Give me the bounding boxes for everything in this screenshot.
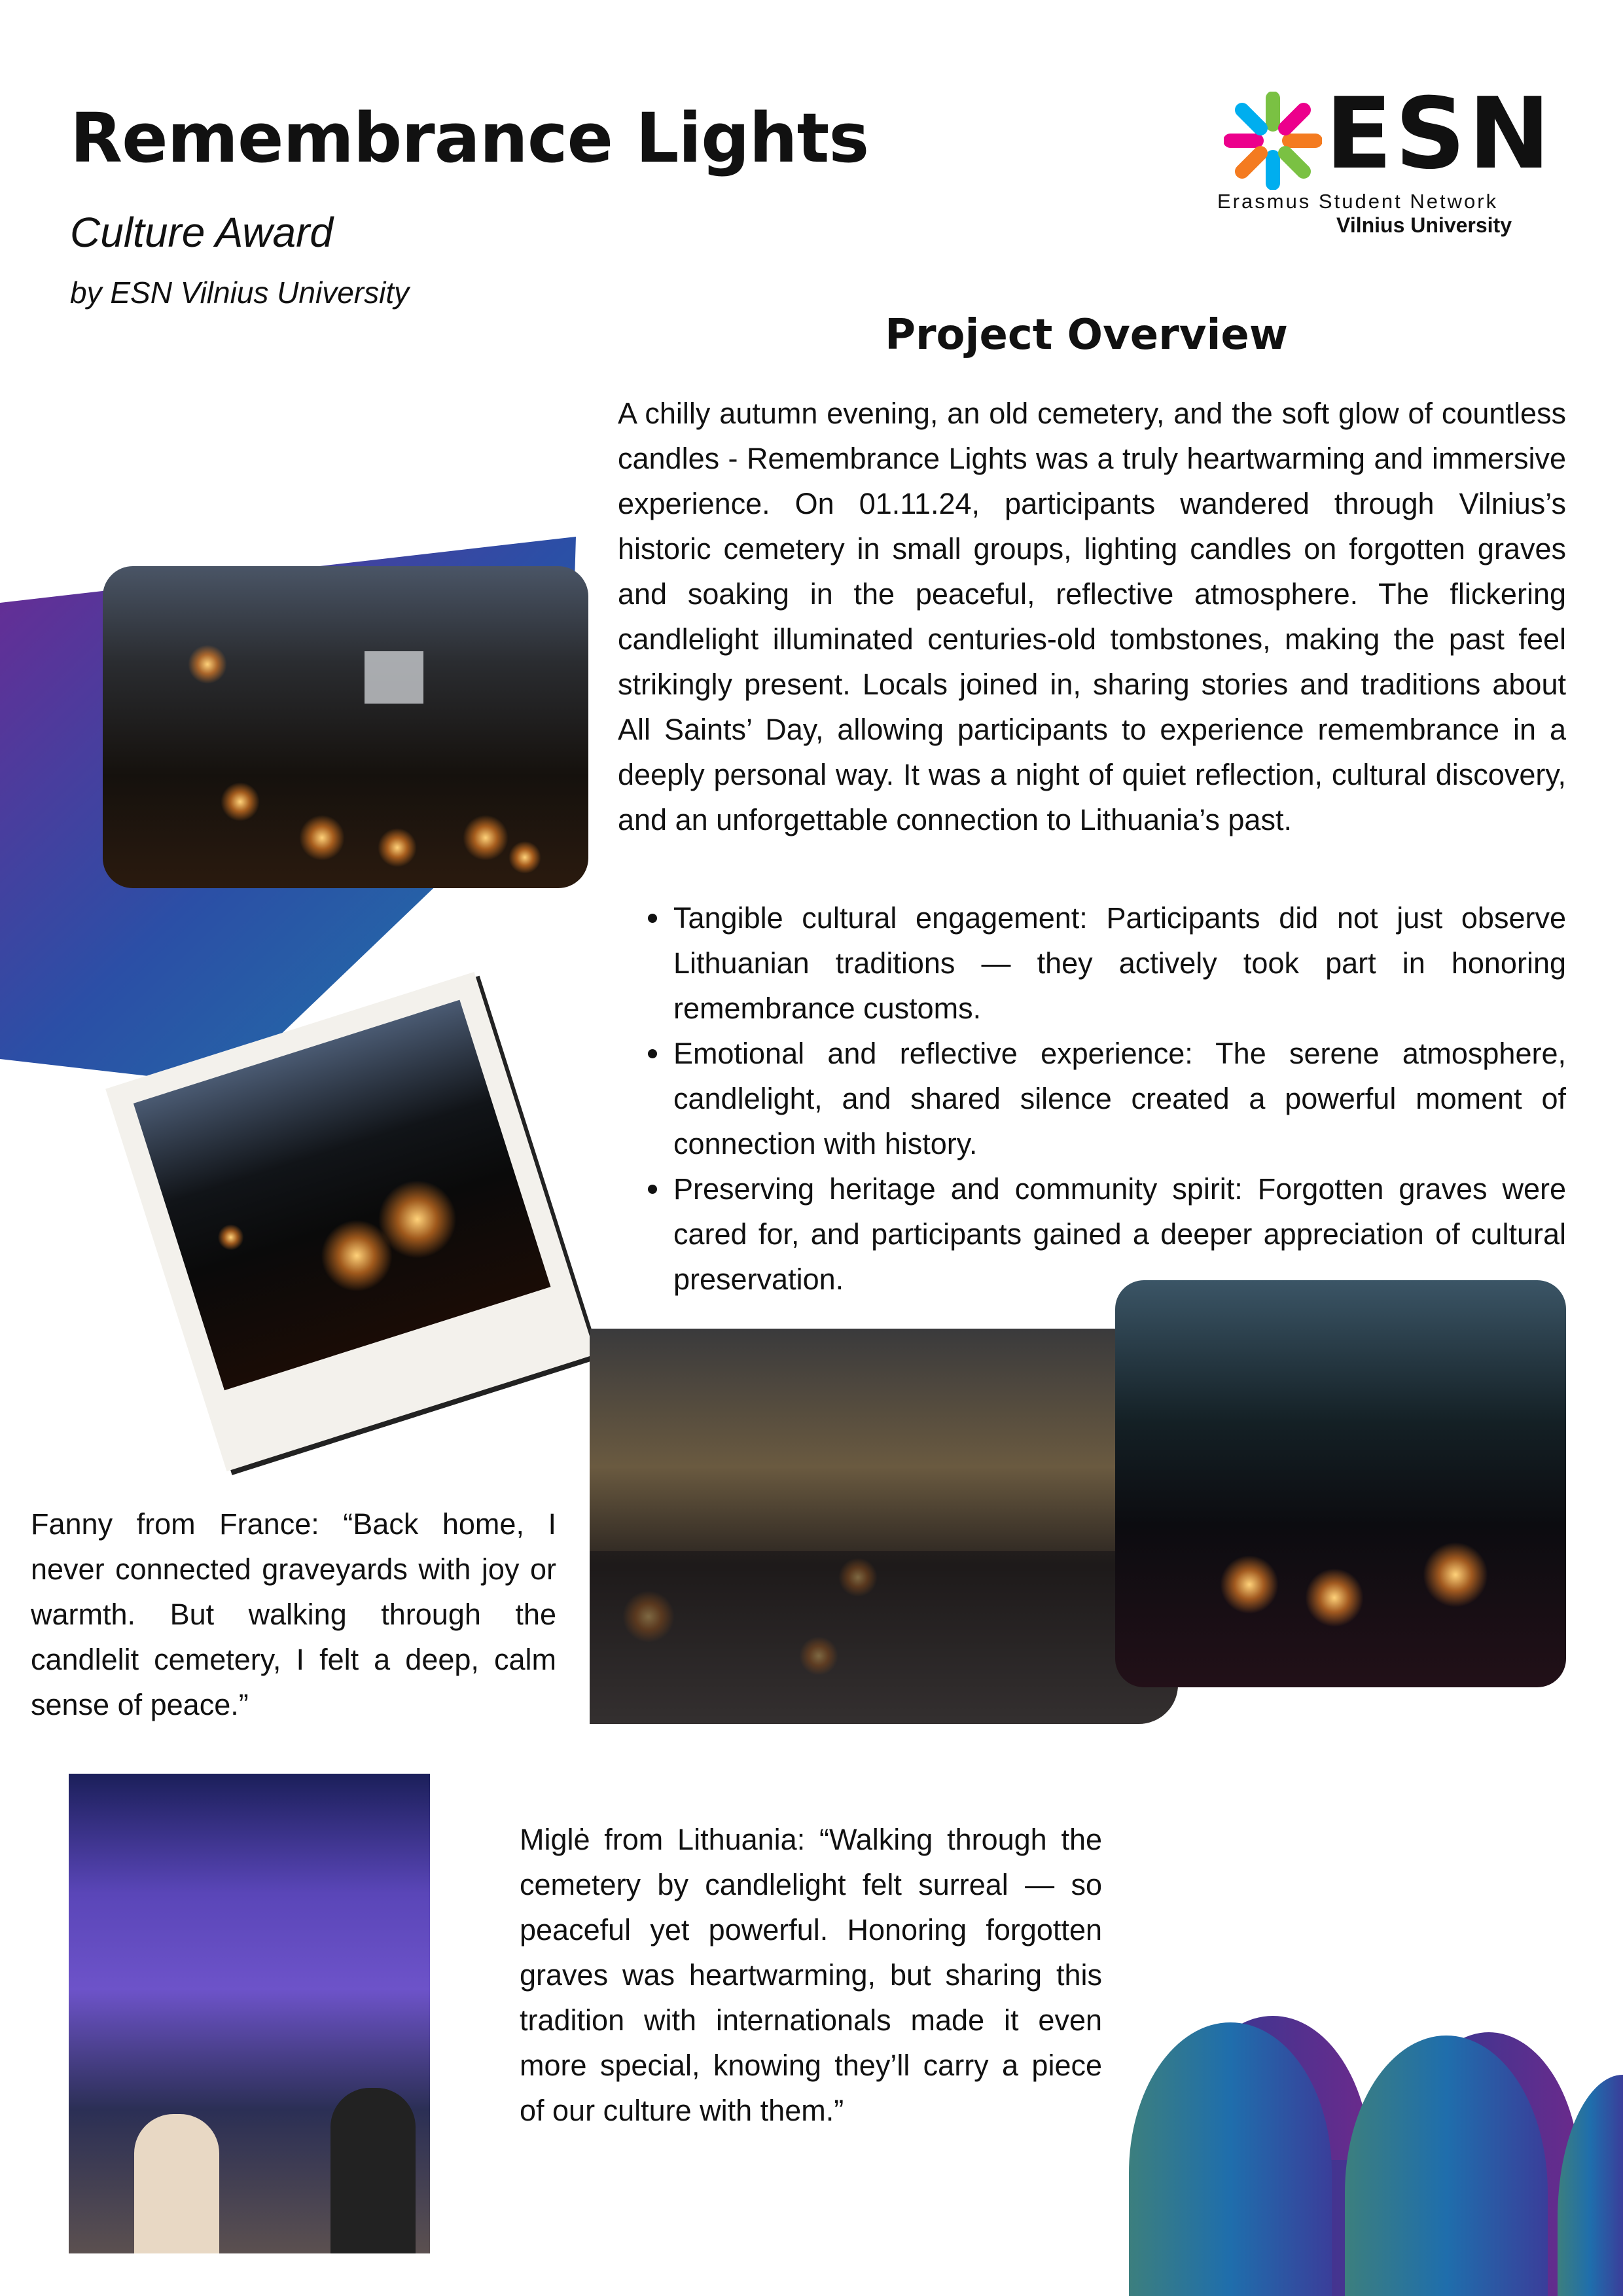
bullet-icon — [648, 1185, 657, 1194]
esn-logo — [1217, 77, 1554, 242]
bullet-icon — [648, 914, 657, 923]
list-item-text: Tangible cultural engagement: Participants did not just observe Lithuanian traditions — they actively took part in honoring remembrance customs. — [673, 901, 1566, 1025]
section-heading: Project Overview — [885, 311, 1288, 359]
street-procession-photo — [590, 1329, 1178, 1724]
bullet-icon — [648, 1049, 657, 1058]
quote-fanny: Fanny from France: “Back home, I never connected graveyards with joy or warmth. But walking through the candlelit cemetery, I felt a deep, calm sense of peace.” — [31, 1507, 556, 1721]
logo-network-name: Erasmus Student Network — [1217, 190, 1499, 213]
highlights-list — [618, 895, 1566, 1302]
decorative-blobs — [1129, 2016, 1623, 2296]
illuminated-street-photo — [69, 1774, 430, 2253]
quote-migle: Miglė from Lithuania: “Walking through the cemetery by candlelight felt surreal — so peaceful yet powerful. Honoring forgotten graves was heartwarming, but sharing this tradition with internationals made it even more special, knowing they’ll carry a piece of our culture with them.” — [520, 1823, 1102, 2127]
list-item — [618, 1031, 1566, 1166]
logo-section-name: Vilnius University — [1336, 213, 1512, 237]
cemetery-candles-photo — [103, 566, 588, 888]
list-item-text: Preserving heritage and community spirit: Forgotten graves were cared for, and participants gained a deeper appreciation of cultural preservation. — [673, 1172, 1566, 1296]
page-title: Remembrance Lights — [70, 98, 869, 178]
overview-paragraph: A chilly autumn evening, an old cemetery, and the soft glow of countless candles - Remembrance Lights was a truly heartwarming and immersive experience. On 01.11.24, participants wandered through Vilnius’s historic cemetery in small groups, lighting candles on forgotten graves and soaking in the peaceful, reflective atmosphere. The flickering candlelight illuminated centuries-old tombstones, making the past feel strikingly present. Locals joined in, sharing stories and traditions about All Saints’ Day, allowing participants to experience remembrance in a deeply personal way. It was a night of quiet reflection, cultural discovery, and an unforgettable connection to Lithuania’s past. — [618, 397, 1566, 836]
award-subtitle: Culture Award — [70, 209, 333, 256]
byline: by ESN Vilnius University — [70, 276, 410, 310]
list-item — [618, 895, 1566, 1031]
esn-star-icon — [1224, 92, 1322, 190]
list-item-text: Emotional and reflective experience: The serene atmosphere, candlelight, and shared silence created a powerful moment of connection with history. — [673, 1037, 1566, 1160]
group-with-candles-photo — [1115, 1280, 1566, 1687]
logo-wordmark: ESN — [1325, 77, 1554, 191]
